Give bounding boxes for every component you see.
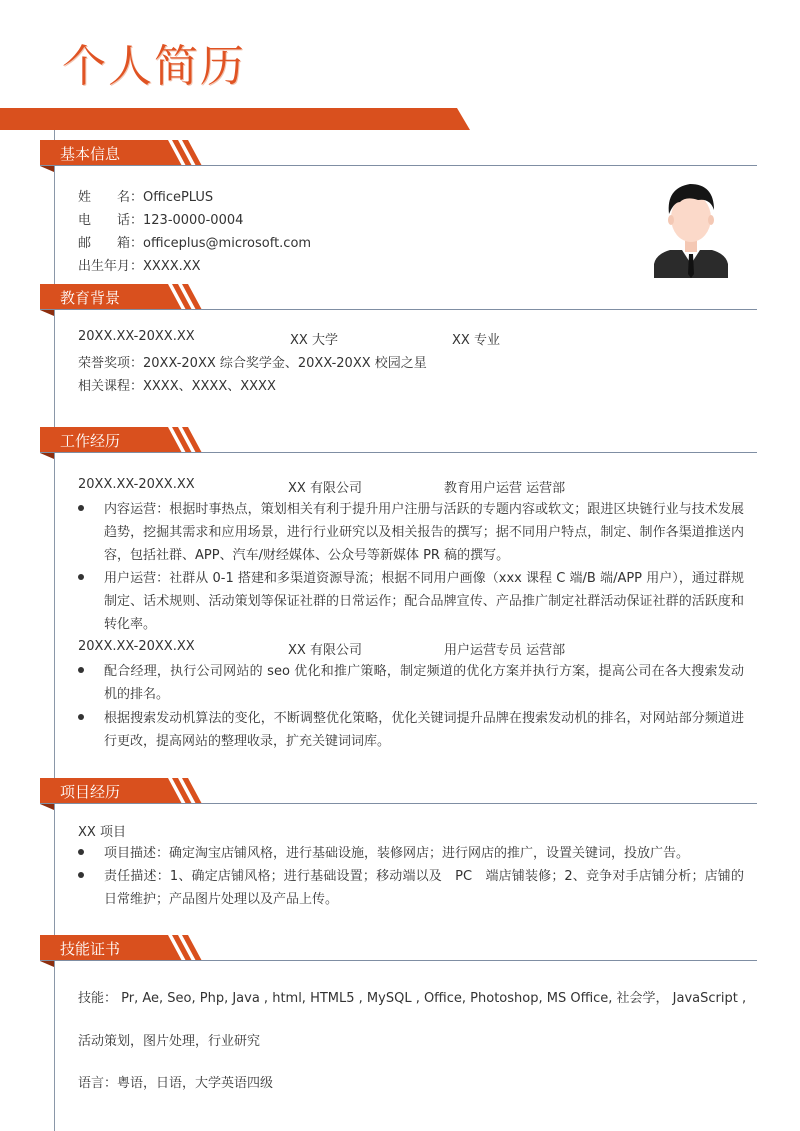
- section-header: [40, 427, 760, 457]
- person-avatar-icon: [650, 180, 732, 278]
- bullet-text: 项目描述：确定淘宝店铺风格，进行基础设施，装修网店；进行网店的推广，设置关键词，投放广告。: [104, 846, 690, 861]
- bullet-text: 内容运营：根据时事热点，策划相关有利于提升用户注册与活跃的专题内容或软文；跟进区块链行业与技术发展趋势，挖掘其需求和应用场景，进行行业研究以及相关报告的撰写；据不同用户特点，制定、制作各渠道推送内容，包括社群、APP、汽车/财经媒体、公众号等新媒体 PR 稿的撰写。: [104, 502, 744, 563]
- education-school: XX 大学: [290, 333, 338, 348]
- section-tab-fold: [40, 804, 54, 810]
- bullet-icon: [78, 667, 84, 673]
- education-courses: 相关课程：XXXX、XXXX、XXXX: [78, 379, 276, 394]
- skills-language: 语言：粤语，日语，大学英语四级: [78, 1076, 274, 1091]
- section-title: 技能证书: [60, 940, 121, 958]
- bullet-text: 根据搜索发动机算法的变化，不断调整优化策略，优化关键词提升品牌在搜索发动机的排名，对网站部分频道进行更改，提高网站的整理收录，扩充关键词词库。: [104, 711, 744, 749]
- section-divider: [40, 803, 757, 804]
- education-period: 20XX.XX-20XX.XX: [78, 329, 195, 344]
- phone-row: [78, 209, 243, 228]
- section-title: 工作经历: [60, 432, 121, 450]
- timeline-line: [54, 130, 55, 1131]
- project-name: XX 项目: [78, 825, 126, 840]
- section-header: [40, 284, 760, 314]
- page-title: 个人简历: [62, 41, 246, 92]
- section-title: 项目经历: [60, 783, 121, 801]
- bullet-icon: [78, 574, 84, 580]
- work-2-position: 用户运营专员 运营部: [444, 643, 566, 658]
- section-tab-fold: [40, 310, 54, 316]
- bullet-text: 配合经理，执行公司网站的 seo 优化和推广策略，制定频道的优化方案并执行方案，提高公司在各大搜索发动机的排名。: [104, 664, 744, 702]
- phone-value: 123-0000-0004: [143, 213, 244, 228]
- work-1-period: 20XX.XX-20XX.XX: [78, 477, 195, 492]
- education-honors: 荣誉奖项：20XX-20XX 综合奖学金、20XX-20XX 校园之星: [78, 356, 427, 371]
- birth-label: 出生年月：: [78, 259, 144, 274]
- name-value: OfficePLUS: [143, 190, 214, 205]
- work-2-period: 20XX.XX-20XX.XX: [78, 639, 195, 654]
- bullet-icon: [78, 714, 84, 720]
- email-row: [78, 232, 311, 251]
- bullet-text: 用户运营：社群从 0-1 搭建和多渠道资源导流；根据不同用户画像（xxx 课程 C 端/B 端/APP 用户），通过群规制定、话术规则、活动策划等保证社群的日常运作；配合品牌宣传、产品推广制定社群活动保证社群的活跃度和转化率。: [104, 571, 744, 632]
- stripes-decoration: [156, 778, 216, 804]
- stripes-decoration: [156, 140, 216, 166]
- section-divider: [40, 165, 757, 166]
- section-divider: [40, 960, 757, 961]
- section-title: 基本信息: [60, 145, 121, 163]
- section-tab-fold: [40, 961, 54, 967]
- bullet-icon: [78, 505, 84, 511]
- skills-other: 活动策划，图片处理，行业研究: [78, 1034, 261, 1049]
- email-value: officeplus@microsoft.com: [143, 236, 312, 251]
- section-header: [40, 140, 760, 170]
- bullet-text: 责任描述：1、确定店铺风格；进行基础设置；移动端以及 PC 端店铺装修；2、竞争对手店铺分析；店铺的日常维护；产品图片处理以及产品上传。: [104, 869, 744, 907]
- skills-tech: 技能： Pr, Ae, Seo, Php, Java , html, HTML5 , MySQL , Office, Photoshop, MS Office, 社会学， JavaScript ,: [78, 991, 747, 1006]
- section-divider: [40, 452, 757, 453]
- top-banner: [0, 108, 470, 130]
- section-divider: [40, 309, 757, 310]
- birth-value: XXXX.XX: [143, 259, 201, 274]
- section-tab-fold: [40, 453, 54, 459]
- work-1-position: 教育用户运营 运营部: [444, 481, 566, 496]
- work-2-company: XX 有限公司: [288, 643, 362, 658]
- stripes-decoration: [156, 935, 216, 961]
- phone-label: 电 话：: [78, 213, 144, 228]
- name-row: [78, 186, 213, 205]
- stripes-decoration: [156, 427, 216, 453]
- section-header: [40, 935, 760, 965]
- email-label: 邮 箱：: [78, 236, 144, 251]
- stripes-decoration: [156, 284, 216, 310]
- section-header: [40, 778, 760, 808]
- work-1-company: XX 有限公司: [288, 481, 362, 496]
- bullet-icon: [78, 872, 84, 878]
- bullet-icon: [78, 849, 84, 855]
- section-tab-fold: [40, 166, 54, 172]
- education-major: XX 专业: [452, 333, 500, 348]
- section-title: 教育背景: [60, 289, 121, 307]
- birth-row: [78, 255, 201, 274]
- name-label: 姓 名：: [78, 190, 144, 205]
